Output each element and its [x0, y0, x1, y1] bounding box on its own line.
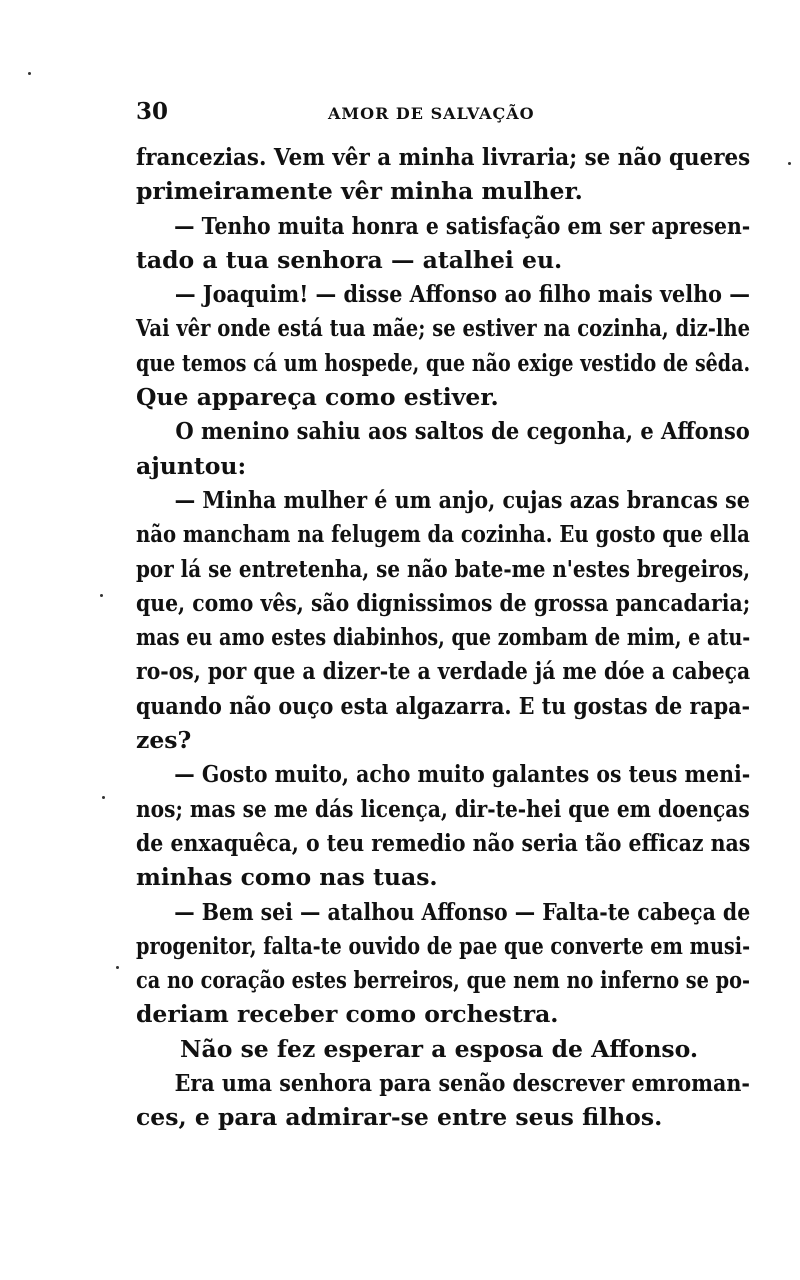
- text-line: por lá se entretenha, se não bate-me n'estes bregeiros,: [136, 554, 751, 583]
- text-line: — Minha mulher é um anjo, cujas azas brancas se: [174, 485, 750, 514]
- text-line: ca no coração estes berreiros, que nem no inferno se po-: [136, 966, 751, 995]
- text-line: primeiramente vêr minha mulher.: [136, 177, 583, 206]
- text-line: ro-os, por que a dizer-te a verdade já me dóe a cabeça: [136, 657, 751, 686]
- text-line: Vai vêr onde está tua mãe; se estiver na cozinha, diz-lhe: [136, 314, 751, 343]
- text-line: de enxaquêca, o teu remedio não seria tão efficaz nas: [136, 828, 751, 857]
- print-speck: [788, 162, 791, 165]
- page-number: 30: [136, 98, 169, 125]
- text-line: O menino sahiu aos saltos de cegonha, e Affonso: [175, 417, 750, 446]
- text-line: que temos cá um hospede, que não exige vestido de sêda.: [136, 348, 751, 377]
- text-line: nos; mas se me dás licença, dir-te-hei que em doenças: [136, 794, 750, 823]
- print-speck: [116, 966, 119, 969]
- text-line: — Gosto muito, acho muito galantes os teus meni-: [174, 760, 751, 789]
- text-line: que, como vês, são dignissimos de grossa pancadaria;: [136, 588, 751, 617]
- text-line: — Bem sei — atalhou Affonso — Falta-te cabeça de: [174, 897, 751, 926]
- text-line: minhas como nas tuas.: [136, 863, 438, 892]
- running-title: AMOR DE SALVAÇÃO: [328, 104, 535, 123]
- text-line: ajuntou:: [136, 451, 247, 480]
- print-speck: [102, 796, 105, 799]
- text-line: — Tenho muita honra e satisfação em ser apresen-: [174, 211, 751, 240]
- text-line: — Joaquim! — disse Affonso ao filho mais velho —: [174, 280, 750, 309]
- text-line: Que appareça como estiver.: [136, 383, 499, 412]
- text-line: progenitor, falta-te ouvido de pae que converte em musi-: [136, 931, 751, 960]
- text-line: não mancham na felugem da cozinha. Eu gosto que ella: [136, 520, 750, 549]
- text-line: deriam receber como orchestra.: [136, 1000, 559, 1029]
- text-line: Não se fez esperar a esposa de Affonso.: [180, 1034, 699, 1063]
- text-line: ces, e para admirar-se entre seus filhos.: [136, 1103, 663, 1132]
- print-speck: [100, 594, 103, 597]
- text-line: quando não ouço esta algazarra. E tu gostas de rapa-: [136, 691, 751, 720]
- text-line: francezias. Vem vêr a minha livraria; se não queres: [136, 143, 751, 171]
- body-text: [136, 140, 750, 1135]
- text-line: Era uma senhora para senão descrever emroman-: [174, 1069, 750, 1098]
- print-speck: [28, 72, 31, 75]
- text-line: tado a tua senhora — atalhei eu.: [136, 245, 563, 274]
- page-header: [136, 98, 576, 132]
- text-line: zes?: [136, 726, 192, 755]
- text-line: mas eu amo estes diabinhos, que zombam de mim, e atu-: [136, 623, 751, 652]
